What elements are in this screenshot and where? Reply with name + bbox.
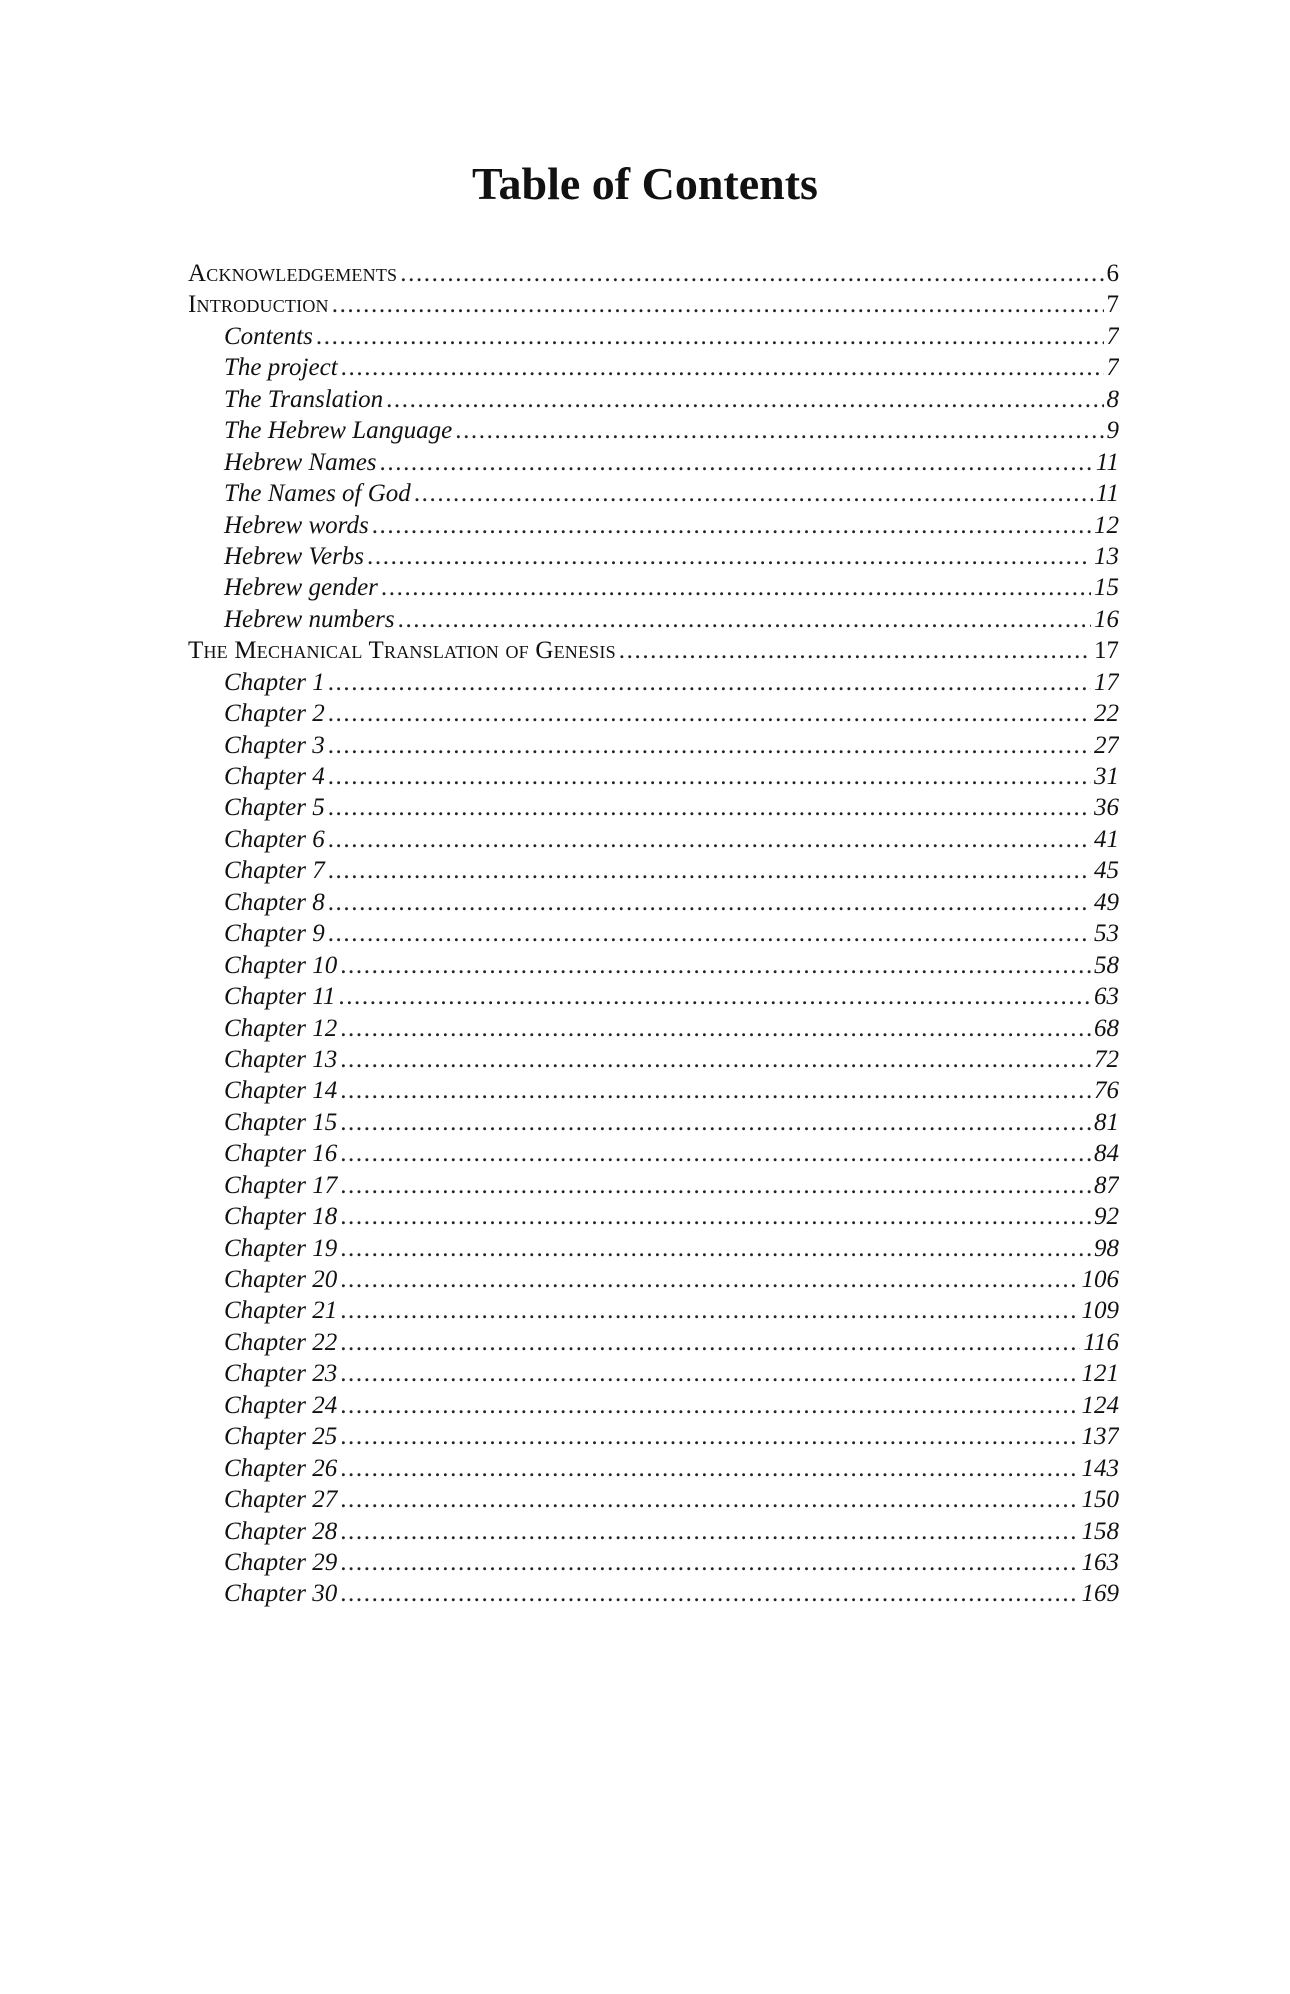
toc-entry-page-number: 143 — [1081, 1454, 1119, 1482]
toc-entry-page-number: 124 — [1081, 1391, 1119, 1419]
dot-leader — [386, 384, 1103, 415]
dot-leader — [328, 792, 1091, 823]
toc-entry-page-number: 98 — [1094, 1234, 1119, 1262]
toc-entry-label: Chapter 3 — [224, 731, 325, 759]
dot-leader — [340, 1107, 1091, 1138]
toc-entry-page-number: 6 — [1106, 260, 1119, 287]
toc-entry-label: Introduction — [188, 291, 329, 319]
dot-leader — [328, 918, 1091, 949]
dot-leader — [340, 1578, 1078, 1609]
dot-leader — [340, 1233, 1091, 1264]
toc-entry[interactable] — [188, 447, 1119, 478]
toc-entry-label: Hebrew gender — [224, 574, 378, 602]
toc-entry-page-number: 45 — [1094, 857, 1119, 885]
dot-leader — [398, 604, 1091, 635]
toc-entry-page-number: 76 — [1094, 1077, 1119, 1105]
toc-entry-label: Chapter 9 — [224, 920, 325, 948]
dot-leader — [340, 1013, 1091, 1044]
toc-entry[interactable] — [188, 572, 1119, 603]
toc-entry[interactable] — [188, 1484, 1119, 1515]
toc-entry-page-number: 15 — [1094, 574, 1119, 602]
dot-leader — [328, 730, 1091, 761]
dot-leader — [372, 510, 1091, 541]
toc-entry[interactable] — [188, 352, 1119, 383]
dot-leader — [328, 698, 1091, 729]
dot-leader — [340, 1295, 1078, 1326]
toc-entry-label: Hebrew Verbs — [224, 542, 365, 570]
dot-leader — [340, 1421, 1078, 1452]
toc-entry-label: Chapter 12 — [224, 1014, 338, 1042]
toc-entry-page-number: 109 — [1081, 1297, 1119, 1325]
toc-entry[interactable] — [188, 918, 1119, 949]
toc-entry[interactable] — [188, 1516, 1119, 1547]
dot-leader — [340, 1170, 1091, 1201]
dot-leader — [340, 1358, 1078, 1389]
toc-entry-page-number: 11 — [1095, 448, 1119, 476]
toc-entry-label: Chapter 17 — [224, 1171, 338, 1199]
toc-entry-label: Acknowledgements — [188, 260, 398, 287]
toc-entry-label: Chapter 19 — [224, 1234, 338, 1262]
toc-entry-page-number: 169 — [1081, 1580, 1119, 1608]
toc-entry-label: Chapter 16 — [224, 1140, 338, 1168]
toc-entry-label: Chapter 18 — [224, 1203, 338, 1231]
dot-leader — [340, 1201, 1091, 1232]
toc-entry-label: Chapter 28 — [224, 1517, 338, 1545]
toc-entry[interactable] — [188, 1044, 1119, 1075]
dot-leader — [340, 950, 1091, 981]
toc-entry-page-number: 7 — [1106, 291, 1119, 319]
table-of-contents — [188, 258, 1119, 1610]
toc-entry-page-number: 12 — [1094, 511, 1119, 539]
dot-leader — [340, 1484, 1078, 1515]
toc-entry-page-number: 137 — [1081, 1423, 1119, 1451]
toc-entry[interactable] — [188, 1264, 1119, 1295]
toc-entry[interactable] — [188, 1358, 1119, 1389]
toc-entry-label: Chapter 1 — [224, 668, 325, 696]
toc-entry[interactable] — [188, 1170, 1119, 1201]
toc-entry-label: Chapter 2 — [224, 700, 325, 728]
toc-entry[interactable] — [188, 855, 1119, 886]
toc-entry-label: Chapter 30 — [224, 1580, 338, 1608]
toc-entry-page-number: 11 — [1095, 480, 1119, 508]
toc-entry[interactable] — [188, 981, 1119, 1012]
dot-leader — [414, 478, 1093, 509]
toc-entry[interactable] — [188, 1075, 1119, 1106]
toc-entry-label: The Hebrew Language — [224, 417, 453, 445]
toc-entry-label: Chapter 6 — [224, 825, 325, 853]
dot-leader — [328, 855, 1091, 886]
toc-entry[interactable] — [188, 1453, 1119, 1484]
toc-entry[interactable] — [188, 1233, 1119, 1264]
toc-entry-label: Chapter 5 — [224, 794, 325, 822]
toc-entry-page-number: 84 — [1094, 1140, 1119, 1168]
toc-entry[interactable] — [188, 541, 1119, 572]
dot-leader — [340, 1327, 1080, 1358]
toc-entry-label: The Translation — [224, 385, 384, 413]
toc-entry-page-number: 8 — [1106, 385, 1119, 413]
dot-leader — [340, 1138, 1091, 1169]
toc-entry-label: Chapter 11 — [224, 983, 336, 1011]
dot-leader — [619, 635, 1091, 666]
toc-entry[interactable] — [188, 258, 1119, 289]
toc-entry-page-number: 17 — [1094, 637, 1119, 665]
toc-entry-page-number: 16 — [1094, 605, 1119, 633]
dot-leader — [340, 1516, 1078, 1547]
toc-entry-page-number: 63 — [1094, 983, 1119, 1011]
dot-leader — [341, 352, 1104, 383]
toc-entry-label: Hebrew words — [224, 511, 369, 539]
toc-entry[interactable] — [188, 1390, 1119, 1421]
toc-entry-page-number: 81 — [1094, 1108, 1119, 1136]
toc-entry-label: The Mechanical Translation of Genesis — [188, 637, 616, 665]
toc-entry[interactable] — [188, 1295, 1119, 1326]
toc-entry-page-number: 116 — [1083, 1328, 1119, 1356]
toc-entry[interactable] — [188, 792, 1119, 823]
toc-entry[interactable] — [188, 761, 1119, 792]
toc-entry[interactable] — [188, 1138, 1119, 1169]
toc-entry-page-number: 31 — [1094, 763, 1119, 790]
toc-entry[interactable] — [188, 289, 1119, 320]
toc-entry[interactable] — [188, 1578, 1119, 1609]
toc-entry[interactable] — [188, 1547, 1119, 1578]
toc-entry-label: Chapter 20 — [224, 1266, 338, 1293]
dot-leader — [380, 447, 1093, 478]
toc-entry-label: Chapter 14 — [224, 1077, 338, 1105]
toc-entry-label: Chapter 25 — [224, 1423, 338, 1451]
toc-entry[interactable] — [188, 604, 1119, 635]
toc-entry-page-number: 49 — [1094, 888, 1119, 916]
toc-entry-page-number: 27 — [1094, 731, 1119, 759]
toc-entry-page-number: 72 — [1094, 1045, 1119, 1073]
toc-entry[interactable] — [188, 730, 1119, 761]
toc-entry-page-number: 58 — [1094, 951, 1119, 979]
toc-entry-label: Chapter 4 — [224, 763, 325, 790]
toc-entry-label: Chapter 8 — [224, 888, 325, 916]
toc-entry[interactable] — [188, 887, 1119, 918]
toc-entry-page-number: 106 — [1081, 1266, 1119, 1293]
toc-entry-label: Chapter 22 — [224, 1328, 338, 1356]
toc-entry[interactable] — [188, 478, 1119, 509]
toc-entry-label: Hebrew numbers — [224, 605, 395, 633]
toc-entry-page-number: 36 — [1094, 794, 1119, 822]
dot-leader — [340, 1390, 1078, 1421]
toc-entry[interactable] — [188, 1327, 1119, 1358]
toc-entry-label: The Names of God — [224, 480, 411, 508]
toc-entry-page-number: 53 — [1094, 920, 1119, 948]
dot-leader — [328, 824, 1091, 855]
dot-leader — [455, 415, 1103, 446]
toc-entry[interactable] — [188, 1107, 1119, 1138]
dot-leader — [367, 541, 1091, 572]
dot-leader — [340, 1264, 1078, 1295]
toc-entry-page-number: 158 — [1081, 1517, 1119, 1545]
toc-entry[interactable] — [188, 1013, 1119, 1044]
toc-entry-label: Chapter 27 — [224, 1486, 338, 1514]
toc-entry-label: Chapter 24 — [224, 1391, 338, 1419]
toc-entry-label: The project — [224, 354, 338, 382]
toc-entry[interactable] — [188, 1421, 1119, 1452]
toc-entry[interactable] — [188, 510, 1119, 541]
toc-entry[interactable] — [188, 384, 1119, 415]
dot-leader — [332, 289, 1104, 320]
toc-entry-page-number: 41 — [1094, 825, 1119, 853]
toc-entry-label: Chapter 26 — [224, 1454, 338, 1482]
dot-leader — [328, 887, 1091, 918]
toc-entry-label: Contents — [224, 322, 313, 350]
toc-entry-page-number: 87 — [1094, 1171, 1119, 1199]
toc-entry-page-number: 13 — [1094, 542, 1119, 570]
dot-leader — [340, 1044, 1091, 1075]
dot-leader — [316, 321, 1104, 352]
dot-leader — [400, 258, 1103, 289]
toc-entry-page-number: 7 — [1106, 322, 1119, 350]
toc-entry[interactable] — [188, 824, 1119, 855]
dot-leader — [328, 667, 1091, 698]
toc-entry[interactable] — [188, 415, 1119, 446]
toc-entry-page-number: 163 — [1081, 1548, 1119, 1576]
toc-entry[interactable] — [188, 950, 1119, 981]
page-title: Table of Contents — [472, 158, 818, 209]
toc-entry-label: Chapter 23 — [224, 1360, 338, 1388]
dot-leader — [340, 1453, 1078, 1484]
toc-entry-page-number: 7 — [1106, 354, 1119, 382]
toc-entry[interactable] — [188, 635, 1119, 666]
toc-entry-label: Chapter 10 — [224, 951, 338, 979]
toc-entry-page-number: 92 — [1094, 1203, 1119, 1231]
toc-entry[interactable] — [188, 667, 1119, 698]
toc-entry-page-number: 121 — [1081, 1360, 1119, 1388]
toc-entry-label: Chapter 13 — [224, 1045, 338, 1073]
toc-entry-page-number: 9 — [1106, 417, 1119, 445]
toc-entry-label: Hebrew Names — [224, 448, 377, 476]
toc-entry-label: Chapter 15 — [224, 1108, 338, 1136]
dot-leader — [381, 572, 1091, 603]
toc-entry-page-number: 17 — [1094, 668, 1119, 696]
toc-entry-label: Chapter 7 — [224, 857, 325, 885]
toc-entry[interactable] — [188, 698, 1119, 729]
toc-entry-page-number: 68 — [1094, 1014, 1119, 1042]
dot-leader — [340, 1075, 1091, 1106]
toc-entry-page-number: 22 — [1094, 700, 1119, 728]
toc-entry[interactable] — [188, 1201, 1119, 1232]
toc-entry[interactable] — [188, 321, 1119, 352]
toc-entry-label: Chapter 21 — [224, 1297, 338, 1325]
dot-leader — [340, 1547, 1078, 1578]
toc-entry-label: Chapter 29 — [224, 1548, 338, 1576]
toc-entry-page-number: 150 — [1081, 1486, 1119, 1514]
dot-leader — [338, 981, 1091, 1012]
dot-leader — [328, 761, 1091, 792]
